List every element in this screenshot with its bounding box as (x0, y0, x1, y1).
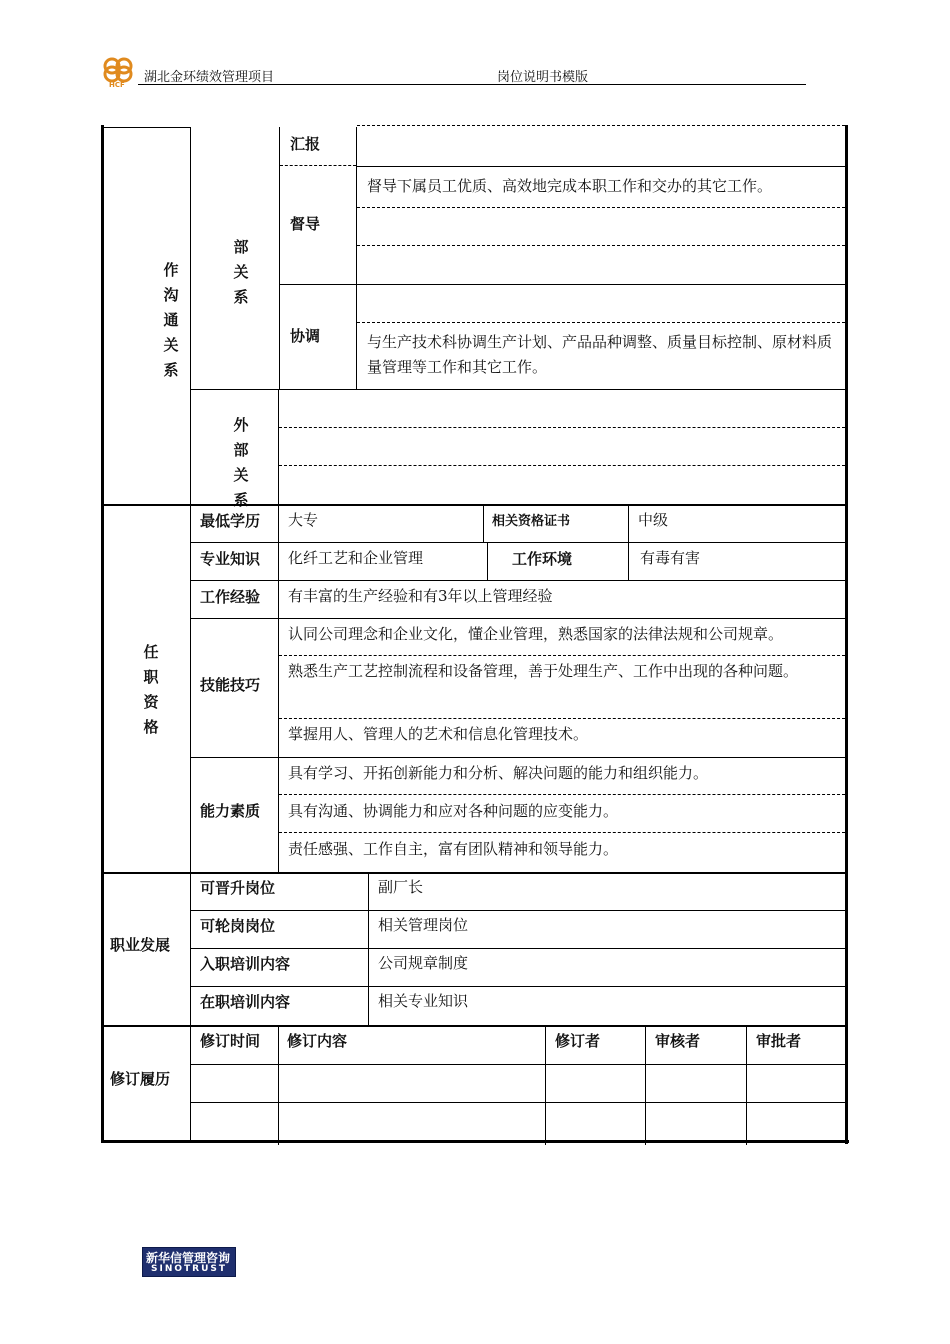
revision-header-content: 修订内容 (287, 1032, 348, 1050)
revision-header-reviewer: 审核者 (655, 1032, 701, 1050)
logo-text: HCF (109, 81, 125, 89)
career-row-label: 可晋升岗位 (200, 879, 276, 897)
experience-label: 工作经验 (200, 588, 261, 606)
divider (190, 1064, 845, 1065)
divider (278, 1027, 279, 1145)
supervise-text: 督导下属员工优质、高效地完成本职工作和交办的其它工作。 (367, 177, 773, 195)
divider (279, 794, 845, 795)
divider (628, 506, 629, 580)
table-right-border (845, 125, 848, 1144)
divider (487, 543, 488, 580)
career-row-label: 可轮岗岗位 (200, 917, 276, 935)
career-row-value: 相关管理岗位 (378, 916, 469, 934)
divider (190, 389, 845, 390)
divider (190, 580, 845, 581)
revision-header-approver: 审批者 (756, 1032, 802, 1050)
footer-logo (142, 1247, 236, 1277)
supervise-label: 督导 (290, 215, 321, 233)
divider (279, 655, 845, 656)
divider (746, 1027, 747, 1145)
divider (190, 757, 845, 758)
skills-label: 技能技巧 (200, 676, 261, 694)
skill-item: 熟悉生产工艺控制流程和设备管理，善于处理生产、工作中出现的各种问题。 (288, 662, 799, 680)
ability-item: 具有学习、开拓创新能力和分析、解决问题的能力和组织能力。 (288, 764, 709, 782)
table-top-border-dashed (357, 125, 845, 126)
skill-item: 认同公司理念和企业文化，懂企业管理，熟悉国家的法律法规和公司规章。 (288, 625, 784, 643)
edu-value: 大专 (288, 511, 319, 529)
project-name: 湖北金环绩效管理项目 (144, 70, 275, 85)
divider (279, 718, 845, 719)
footer-logo-cn: 新华信管理咨询 (146, 1251, 231, 1265)
env-label: 工作环境 (512, 550, 573, 568)
table-top-border-left (101, 127, 191, 128)
divider (279, 465, 845, 466)
document-title: 岗位说明书模版 (497, 70, 589, 85)
divider (279, 832, 845, 833)
table-bottom-border (101, 1140, 849, 1143)
column-divider-1 (190, 127, 191, 1141)
divider (357, 322, 845, 323)
revision-header-reviser: 修订者 (555, 1032, 601, 1050)
section-divider (101, 872, 845, 874)
divider (190, 542, 845, 543)
column-divider-ext (278, 389, 279, 504)
divider (357, 207, 845, 208)
section-label-comm: 作沟通关系 (163, 261, 179, 379)
career-row-label: 在职培训内容 (200, 993, 291, 1011)
career-row-value: 相关专业知识 (378, 992, 469, 1010)
divider (190, 910, 845, 911)
experience-value: 有丰富的生产经验和有3年以上管理经验 (288, 587, 553, 605)
cert-label: 相关资格证书 (492, 514, 571, 529)
coordinate-text: 与生产技术科协调生产计划、产品品种调整、质量目标控制、原材料质量管理等工作和其它工作。 (367, 333, 833, 376)
env-value: 有毒有害 (640, 549, 701, 567)
column-divider-career (368, 874, 369, 1026)
knowledge-value: 化纤工艺和企业管理 (288, 549, 424, 567)
divider (483, 506, 484, 543)
external-relations-label: 外部关系 (233, 416, 249, 509)
divider (545, 1027, 546, 1145)
career-row-value: 公司规章制度 (378, 954, 469, 972)
internal-relations-label: 部关系 (233, 238, 249, 306)
column-divider-2 (279, 127, 280, 389)
divider (280, 165, 356, 166)
section-label-career: 职业发展 (110, 936, 171, 954)
table-left-border (101, 125, 104, 1141)
edu-label: 最低学历 (200, 512, 261, 530)
company-logo (100, 54, 138, 90)
divider (357, 166, 845, 167)
ability-item: 责任感强、工作自主，富有团队精神和领导能力。 (288, 840, 619, 858)
section-divider (101, 504, 845, 506)
divider (280, 284, 845, 285)
skill-item: 掌握用人、管理人的艺术和信息化管理技术。 (288, 725, 589, 743)
career-row-value: 副厂长 (378, 878, 424, 896)
coordinate-label: 协调 (290, 327, 321, 345)
divider (190, 1102, 845, 1103)
ability-item: 具有沟通、协调能力和应对各种问题的应变能力。 (288, 802, 619, 820)
divider (645, 1027, 646, 1145)
section-label-qual: 任职资格 (143, 643, 159, 736)
section-divider (101, 1025, 845, 1027)
divider (190, 948, 845, 949)
divider (279, 427, 845, 428)
divider (190, 618, 845, 619)
career-row-label: 入职培训内容 (200, 955, 291, 973)
knowledge-label: 专业知识 (200, 550, 261, 568)
section-label-revision: 修订履历 (110, 1070, 171, 1088)
column-divider-qual (278, 506, 279, 872)
divider (190, 986, 845, 987)
divider (357, 245, 845, 246)
header-rule (138, 84, 806, 85)
report-label: 汇报 (290, 135, 321, 153)
footer-logo-en: SINOTRUST (151, 1264, 228, 1274)
ability-label: 能力素质 (200, 802, 261, 820)
cert-value: 中级 (638, 511, 669, 529)
revision-header-time: 修订时间 (200, 1032, 261, 1050)
